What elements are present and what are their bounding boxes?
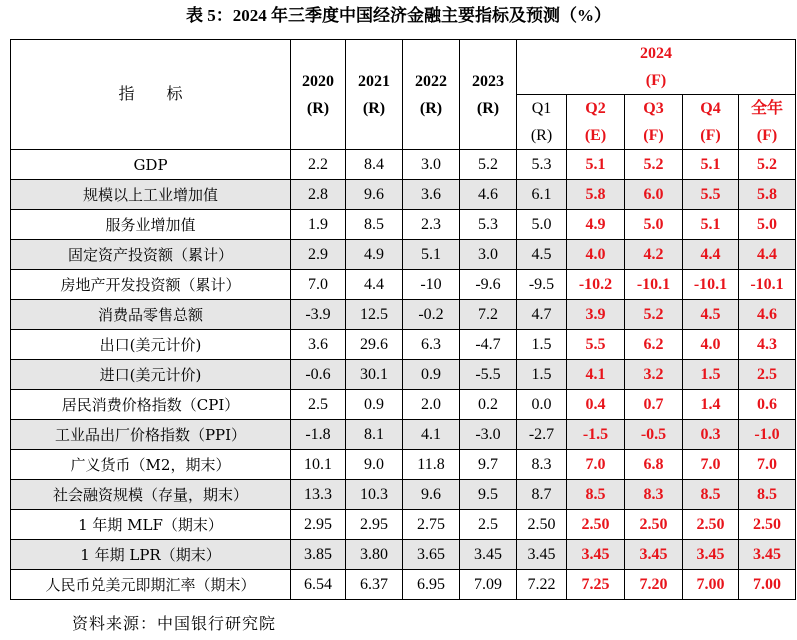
- value-cell: 9.7: [460, 450, 517, 480]
- quarter-tag: (F): [643, 127, 664, 144]
- value-cell: -1.8: [291, 420, 346, 450]
- value-cell: 3.65: [403, 540, 460, 570]
- forecast-cell: 2.5: [739, 360, 796, 390]
- forecast-cell: 2.50: [567, 510, 625, 540]
- forecast-cell: 4.4: [683, 240, 739, 270]
- year-tag: (R): [362, 99, 386, 117]
- forecast-cell: 4.1: [567, 360, 625, 390]
- value-cell: 6.37: [346, 570, 403, 600]
- forecast-cell: 4.9: [567, 210, 625, 240]
- row-label: 工业品出厂价格指数（PPI）: [11, 420, 291, 450]
- quarter-tag: (E): [584, 127, 607, 144]
- forecast-cell: 2.50: [683, 510, 739, 540]
- year-label: 2022: [415, 72, 447, 90]
- quarter-header-q4: [683, 95, 739, 150]
- value-cell: 2.8: [291, 180, 346, 210]
- quarter-tag: (F): [700, 127, 721, 144]
- forecast-cell: 5.5: [567, 330, 625, 360]
- forecast-cell: -10.2: [567, 270, 625, 300]
- value-cell: -3.0: [460, 420, 517, 450]
- source-note: 资料来源：中国银行研究院: [72, 614, 277, 633]
- year-header-2023: [460, 40, 517, 150]
- forecast-cell: 4.0: [683, 330, 739, 360]
- forecast-cell: 3.45: [567, 540, 625, 570]
- value-cell: 3.0: [460, 240, 517, 270]
- year-tag: (R): [419, 99, 443, 117]
- table-row: [11, 240, 796, 270]
- forecast-cell: -10.1: [739, 270, 796, 300]
- value-cell: 8.1: [346, 420, 403, 450]
- quarter-label: Q4: [700, 100, 721, 117]
- row-label: 人民币兑美元即期汇率（期末）: [11, 570, 291, 600]
- quarter-tag: (R): [530, 127, 553, 144]
- value-cell: 2.5: [291, 390, 346, 420]
- value-cell: 7.09: [460, 570, 517, 600]
- value-cell: 5.3: [517, 150, 567, 180]
- value-cell: 4.7: [517, 300, 567, 330]
- value-cell: 0.9: [346, 390, 403, 420]
- forecast-cell: 2.50: [625, 510, 683, 540]
- value-cell: 9.6: [403, 480, 460, 510]
- value-cell: 10.1: [291, 450, 346, 480]
- row-label: 服务业增加值: [11, 210, 291, 240]
- value-cell: -2.7: [517, 420, 567, 450]
- value-cell: -0.6: [291, 360, 346, 390]
- value-cell: 3.45: [460, 540, 517, 570]
- forecast-group-header: [517, 40, 796, 95]
- table-row: [11, 450, 796, 480]
- row-label: GDP: [11, 150, 291, 180]
- value-cell: 2.0: [403, 390, 460, 420]
- value-cell: 5.1: [403, 240, 460, 270]
- value-cell: 4.6: [460, 180, 517, 210]
- table-row: [11, 210, 796, 240]
- forecast-cell: 6.0: [625, 180, 683, 210]
- row-label: 房地产开发投资额（累计）: [11, 270, 291, 300]
- forecast-cell: 7.00: [739, 570, 796, 600]
- forecast-group-tag: (F): [645, 72, 667, 89]
- row-label: 规模以上工业增加值: [11, 180, 291, 210]
- quarter-label: 全年: [751, 100, 784, 117]
- indicator-table: [10, 39, 796, 600]
- value-cell: 4.9: [346, 240, 403, 270]
- forecast-cell: 5.1: [683, 210, 739, 240]
- forecast-cell: 7.0: [683, 450, 739, 480]
- value-cell: 9.6: [346, 180, 403, 210]
- row-label: 消费品零售总额: [11, 300, 291, 330]
- forecast-cell: 7.20: [625, 570, 683, 600]
- forecast-cell: 5.2: [739, 150, 796, 180]
- value-cell: 8.3: [517, 450, 567, 480]
- table-row: [11, 330, 796, 360]
- year-tag: (R): [476, 99, 500, 117]
- value-cell: -5.5: [460, 360, 517, 390]
- year-tag: (R): [306, 99, 330, 117]
- forecast-cell: 7.00: [683, 570, 739, 600]
- forecast-cell: 3.45: [739, 540, 796, 570]
- forecast-cell: 8.5: [739, 480, 796, 510]
- value-cell: 10.3: [346, 480, 403, 510]
- value-cell: 3.45: [517, 540, 567, 570]
- value-cell: 11.8: [403, 450, 460, 480]
- value-cell: 3.6: [403, 180, 460, 210]
- value-cell: 2.9: [291, 240, 346, 270]
- forecast-cell: 8.5: [683, 480, 739, 510]
- table-row: [11, 360, 796, 390]
- value-cell: 5.0: [517, 210, 567, 240]
- value-cell: 6.95: [403, 570, 460, 600]
- value-cell: 2.2: [291, 150, 346, 180]
- value-cell: 4.4: [346, 270, 403, 300]
- forecast-cell: 0.7: [625, 390, 683, 420]
- value-cell: -10: [403, 270, 460, 300]
- row-label: 居民消费价格指数（CPI）: [11, 390, 291, 420]
- forecast-cell: 4.3: [739, 330, 796, 360]
- table-row: [11, 180, 796, 210]
- forecast-cell: 5.2: [625, 150, 683, 180]
- forecast-cell: 4.6: [739, 300, 796, 330]
- forecast-cell: 3.45: [625, 540, 683, 570]
- value-cell: 9.0: [346, 450, 403, 480]
- forecast-cell: 7.0: [739, 450, 796, 480]
- value-cell: 4.1: [403, 420, 460, 450]
- table-row: [11, 300, 796, 330]
- value-cell: 6.54: [291, 570, 346, 600]
- quarter-label: Q1: [531, 100, 552, 117]
- quarter-header-q1: [517, 95, 567, 150]
- value-cell: 2.3: [403, 210, 460, 240]
- forecast-cell: 3.45: [683, 540, 739, 570]
- row-label: 出口(美元计价): [11, 330, 291, 360]
- value-cell: 29.6: [346, 330, 403, 360]
- forecast-cell: -10.1: [625, 270, 683, 300]
- row-label: 1 年期 MLF（期末）: [11, 510, 291, 540]
- year-label: 2021: [358, 72, 390, 90]
- value-cell: 5.2: [460, 150, 517, 180]
- year-header-2020: [291, 40, 346, 150]
- table-row: [11, 150, 796, 180]
- year-label: 2020: [302, 72, 334, 90]
- forecast-cell: -10.1: [683, 270, 739, 300]
- indicator-header: [11, 40, 291, 150]
- forecast-cell: 5.1: [683, 150, 739, 180]
- value-cell: 3.0: [403, 150, 460, 180]
- value-cell: 3.85: [291, 540, 346, 570]
- value-cell: 7.0: [291, 270, 346, 300]
- forecast-cell: -1.0: [739, 420, 796, 450]
- value-cell: -3.9: [291, 300, 346, 330]
- row-label: 广义货币（M2，期末）: [11, 450, 291, 480]
- forecast-cell: -0.5: [625, 420, 683, 450]
- row-label: 进口(美元计价): [11, 360, 291, 390]
- forecast-cell: 8.5: [567, 480, 625, 510]
- table-row: [11, 420, 796, 450]
- row-label: 社会融资规模（存量，期末）: [11, 480, 291, 510]
- forecast-cell: 1.5: [683, 360, 739, 390]
- table-row: [11, 570, 796, 600]
- table-title: 表 5：2024 年三季度中国经济金融主要指标及预测（%）: [186, 6, 611, 25]
- value-cell: 4.5: [517, 240, 567, 270]
- forecast-cell: 4.0: [567, 240, 625, 270]
- value-cell: 30.1: [346, 360, 403, 390]
- forecast-cell: 8.3: [625, 480, 683, 510]
- value-cell: -0.2: [403, 300, 460, 330]
- indicator-header-label: 指 标: [118, 86, 183, 103]
- table-row: [11, 510, 796, 540]
- quarter-tag: (F): [756, 127, 778, 144]
- value-cell: 7.2: [460, 300, 517, 330]
- forecast-cell: 3.2: [625, 360, 683, 390]
- value-cell: 12.5: [346, 300, 403, 330]
- value-cell: 0.9: [403, 360, 460, 390]
- forecast-cell: 5.0: [739, 210, 796, 240]
- value-cell: 2.75: [403, 510, 460, 540]
- forecast-cell: 5.8: [739, 180, 796, 210]
- value-cell: 1.5: [517, 330, 567, 360]
- year-header-2021: [346, 40, 403, 150]
- table-row: [11, 480, 796, 510]
- value-cell: 3.6: [291, 330, 346, 360]
- table-row: [11, 270, 796, 300]
- value-cell: 7.22: [517, 570, 567, 600]
- quarter-label: Q3: [643, 100, 664, 117]
- value-cell: -9.5: [517, 270, 567, 300]
- value-cell: 0.0: [517, 390, 567, 420]
- value-cell: 5.3: [460, 210, 517, 240]
- forecast-cell: 5.0: [625, 210, 683, 240]
- value-cell: 2.50: [517, 510, 567, 540]
- quarter-header-q2: [567, 95, 625, 150]
- forecast-cell: 3.9: [567, 300, 625, 330]
- forecast-cell: 4.5: [683, 300, 739, 330]
- value-cell: 2.95: [291, 510, 346, 540]
- value-cell: 0.2: [460, 390, 517, 420]
- value-cell: 8.5: [346, 210, 403, 240]
- forecast-cell: 2.50: [739, 510, 796, 540]
- quarter-header-q3: [625, 95, 683, 150]
- forecast-cell: 6.2: [625, 330, 683, 360]
- forecast-cell: -1.5: [567, 420, 625, 450]
- forecast-cell: 7.0: [567, 450, 625, 480]
- forecast-cell: 7.25: [567, 570, 625, 600]
- table-row: [11, 540, 796, 570]
- value-cell: 3.80: [346, 540, 403, 570]
- forecast-cell: 4.2: [625, 240, 683, 270]
- value-cell: 1.9: [291, 210, 346, 240]
- value-cell: 8.4: [346, 150, 403, 180]
- forecast-cell: 0.3: [683, 420, 739, 450]
- value-cell: 1.5: [517, 360, 567, 390]
- value-cell: 13.3: [291, 480, 346, 510]
- forecast-cell: 1.4: [683, 390, 739, 420]
- value-cell: 8.7: [517, 480, 567, 510]
- quarter-label: Q2: [585, 100, 606, 117]
- forecast-cell: 5.5: [683, 180, 739, 210]
- forecast-cell: 4.4: [739, 240, 796, 270]
- table-row: [11, 390, 796, 420]
- forecast-cell: 5.2: [625, 300, 683, 330]
- forecast-cell: 5.1: [567, 150, 625, 180]
- forecast-cell: 6.8: [625, 450, 683, 480]
- forecast-group-year: 2024: [640, 45, 673, 62]
- value-cell: 6.1: [517, 180, 567, 210]
- row-label: 1 年期 LPR（期末）: [11, 540, 291, 570]
- value-cell: 9.5: [460, 480, 517, 510]
- year-label: 2023: [472, 72, 504, 90]
- value-cell: 2.95: [346, 510, 403, 540]
- forecast-cell: 0.6: [739, 390, 796, 420]
- forecast-cell: 0.4: [567, 390, 625, 420]
- quarter-header-full-year: [739, 95, 796, 150]
- value-cell: -4.7: [460, 330, 517, 360]
- value-cell: -9.6: [460, 270, 517, 300]
- year-header-2022: [403, 40, 460, 150]
- value-cell: 2.5: [460, 510, 517, 540]
- row-label: 固定资产投资额（累计）: [11, 240, 291, 270]
- forecast-cell: 5.8: [567, 180, 625, 210]
- value-cell: 6.3: [403, 330, 460, 360]
